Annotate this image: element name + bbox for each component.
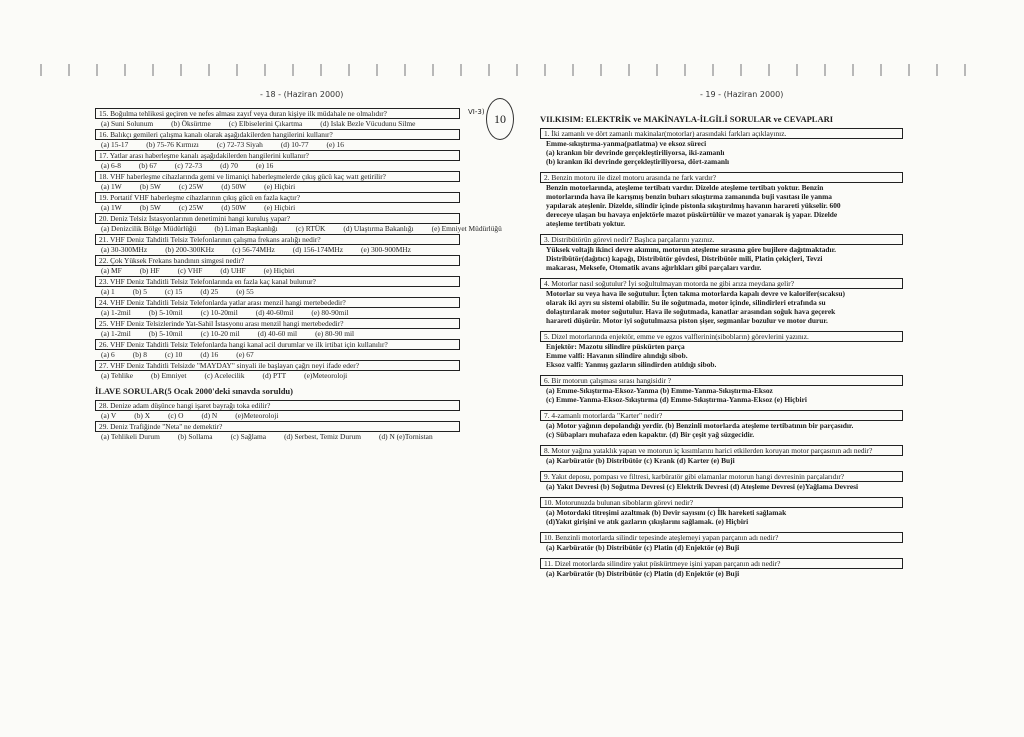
question-block	[540, 410, 915, 439]
binding-hole	[236, 64, 238, 76]
binding-hole	[964, 64, 966, 76]
binding-hole	[292, 64, 294, 76]
question-block	[95, 192, 460, 212]
answer-line: (a) Emme-Sıkıştırma-Eksoz-Yanma (b) Emme-Yanma-Sıkıştırma-Eksoz	[546, 386, 773, 395]
question-block	[95, 421, 460, 441]
answer-option: (d) 40-60mil	[255, 308, 294, 317]
answer-option: (d) 70	[220, 161, 238, 170]
answer-option: (e) 80-90mil	[311, 308, 349, 317]
answer-option: (d) PTT	[262, 371, 287, 380]
binding-hole	[68, 64, 70, 76]
answer-option: (d) 156-174MHz	[292, 245, 344, 254]
answer-option: (d) Islak Bezle Vücudunu Silme	[320, 119, 416, 128]
question-block	[95, 318, 460, 338]
answer-option: (e) 67	[236, 350, 254, 359]
answer-option: (d) 25	[200, 287, 219, 296]
question-text: 3. Distribütörün görevi nedir? Başlıca parçalarını yazınız.	[540, 234, 903, 245]
answer-options	[95, 245, 460, 254]
question-block	[540, 471, 915, 491]
answer-option: (c) 15	[164, 287, 183, 296]
answer-option: (e)Meteoroloji	[304, 371, 348, 380]
answer-option: (c) 25W	[178, 182, 204, 191]
question-block	[95, 129, 460, 149]
question-block	[95, 360, 460, 380]
question-text: 18. VHF haberleşme cihazlarında gemi ve limaniçi haberleşmelerde çıkış gücü kaç watt getirilir?	[95, 171, 460, 182]
margin-note: VI-3)	[468, 108, 485, 116]
question-text: 2. Benzin motoru ile dizel motoru arasında ne fark vardır?	[540, 172, 903, 183]
answer-option: (e) 55	[236, 287, 254, 296]
question-text: 26. VHF Deniz Tahditli Telsiz Telefonlarda hangi kanal acil durumlar ve ilk irtibat için kullanılır?	[95, 339, 460, 350]
answer-option: (a) Tehlike	[101, 371, 133, 380]
answer-option: (a) V	[101, 411, 117, 420]
question-block	[540, 445, 915, 465]
binding-hole	[320, 64, 322, 76]
question-block	[540, 331, 915, 369]
answer-option: (e) 80-90 mil	[315, 329, 355, 338]
answer-option: (c) VHF	[177, 266, 203, 275]
question-block	[540, 375, 915, 404]
binding-holes	[0, 64, 1024, 76]
answer-option: (c) Sağlama	[230, 432, 267, 441]
answer-line: dolaştırılarak motor soğutulur. Hava ile soğutmada, kanatlar arasından soğuk hava geçerek	[546, 307, 836, 316]
question-text: 6. Bir motorun çalışması sırası hangisidir ?	[540, 375, 903, 386]
answer-line: (a) Motor yağının depolandığı yerdir. (b) Benzinli motorlarda ateşleme tertibatının bir parçasıdır.	[546, 421, 854, 430]
answer-option: (c) 25W	[178, 203, 204, 212]
question-block	[95, 276, 460, 296]
answer-option: (c) Acelecilik	[204, 371, 245, 380]
answer-options	[95, 308, 460, 317]
question-text: 20. Deniz Telsiz İstasyonlarının denetimini hangi kuruluş yapar?	[95, 213, 460, 224]
binding-hole	[572, 64, 574, 76]
answer-options	[95, 161, 460, 170]
answer-option: (c) Elbiselerini Çıkartma	[228, 119, 303, 128]
question-block	[95, 255, 460, 275]
answer-options	[95, 350, 460, 359]
binding-hole	[152, 64, 154, 76]
question-text: 10. Motorunuzda bulunan sibobların görevi nedir?	[540, 497, 903, 508]
binding-hole	[96, 64, 98, 76]
answer-option: (b) 8	[132, 350, 147, 359]
question-block	[540, 497, 915, 526]
answer-option: (b) X	[134, 411, 151, 420]
binding-hole	[180, 64, 182, 76]
binding-hole	[796, 64, 798, 76]
answer-line: harareti düşürür. Motor iyi soğutulmazsa piston şişer, segmanlar bozulur ve motor durur.	[546, 316, 828, 325]
binding-hole	[404, 64, 406, 76]
question-block	[540, 234, 915, 272]
question-block	[95, 400, 460, 420]
question-block	[540, 128, 915, 166]
question-text: 5. Dizel motorlarında enjektör, emme ve egzos valflerinin(sibobların) görevlerini yazınız.	[540, 331, 903, 342]
answer-option: (a) MF	[101, 266, 122, 275]
answer-line: (a) Karbüratör (b) Distribütör (c) Platin (d) Enjektör (e) Buji	[546, 543, 740, 552]
question-text: 1. İki zamanlı ve dört zamanlı makinalar(motorlar) arasındaki farkları açıklayınız.	[540, 128, 903, 139]
binding-hole	[40, 64, 42, 76]
question-block	[540, 278, 915, 325]
question-text: 17. Yatlar arası haberleşme kanalı aşağıdakilerden hangilerini kullanır?	[95, 150, 460, 161]
answer-option: (a) 1-2mil	[101, 308, 131, 317]
question-block	[95, 339, 460, 359]
binding-hole	[740, 64, 742, 76]
answer-option: (d) N (e)Tornistan	[379, 432, 433, 441]
binding-hole	[348, 64, 350, 76]
answer-option: (e) 16	[255, 161, 274, 170]
answer-option: (b) Liman Başkanlığı	[214, 224, 278, 233]
answer-options	[95, 266, 460, 275]
question-block	[540, 558, 915, 578]
binding-hole	[936, 64, 938, 76]
question-text: 21. VHF Deniz Tahditli Telsiz Telefonlarının çalışma frekans aralığı nedir?	[95, 234, 460, 245]
question-text: 4. Motorlar nasıl soğutulur? İyi soğultulmayan motorda ne gibi arıza meydana gelir?	[540, 278, 903, 289]
question-text: 28. Denize adam düşünce hangi işaret bayrağı toka edilir?	[95, 400, 460, 411]
answer-option: (c) RTÜK	[295, 224, 326, 233]
answer-option: (c) 10-20mil	[200, 308, 238, 317]
binding-hole	[656, 64, 658, 76]
answer-option: (d) 50W	[221, 203, 247, 212]
answer-option: (b) 5	[132, 287, 147, 296]
answer-option: (a) 1-2mil	[101, 329, 131, 338]
answer-options	[95, 182, 460, 191]
answer-option: (e) Hiçbiri	[263, 266, 295, 275]
question-block	[540, 532, 915, 552]
question-text: 29. Deniz Trafiğinde "Neta" ne demektir?	[95, 421, 460, 432]
answer-option: (a) 30-300MHz	[101, 245, 148, 254]
question-block	[95, 213, 502, 233]
answer-option: (c) O	[168, 411, 184, 420]
answer-option: (b) Sollama	[177, 432, 213, 441]
answer-option: (d) 10-77	[280, 140, 309, 149]
answer-option: (d) Serbest, Temiz Durum	[284, 432, 361, 441]
answer-option: (c) 72-73 Siyah	[216, 140, 263, 149]
answer-line: (b) krankın iki devrinde gerçekleştiriliyorsa, dört-zamanlı	[546, 157, 730, 166]
binding-hole	[208, 64, 210, 76]
question-block	[95, 171, 460, 191]
answer-line: Motorlar su veya hava ile soğutulur. İçten takma motorlarda kapalı devre ve kalorifer(sıcaksu)	[546, 289, 845, 298]
binding-hole	[544, 64, 546, 76]
binding-hole	[768, 64, 770, 76]
answer-option: (a) 15-17	[101, 140, 129, 149]
binding-hole	[852, 64, 854, 76]
answer-option: (e) 16	[326, 140, 344, 149]
binding-hole	[264, 64, 266, 76]
question-text: 24. VHF Deniz Tahditli Telsiz Telefonlarda yatlar arası menzil hangi mertebededir?	[95, 297, 460, 308]
binding-hole	[460, 64, 462, 76]
answer-line: Eksoz valfi: Yanmış gazların silindirden atıldığı sibob.	[546, 360, 717, 369]
answer-options	[95, 224, 502, 233]
answer-options	[95, 287, 460, 296]
answer-line: ateşleme tertibatı yoktur.	[546, 219, 626, 228]
question-text: 25. VHF Deniz Telsizlerinde Yat-Sahil İstasyonu arası menzil hangi mertebededir?	[95, 318, 460, 329]
answer-option: (b) 5W	[139, 182, 161, 191]
right-column	[540, 108, 915, 584]
answer-option: (d) 16	[200, 350, 219, 359]
answer-line: makarası, Meksefe, Otomatik avans ağırlıkları gibi parçaları vardır.	[546, 263, 762, 272]
binding-hole	[908, 64, 910, 76]
question-block	[540, 172, 915, 228]
binding-hole	[376, 64, 378, 76]
binding-hole	[516, 64, 518, 76]
binding-hole	[600, 64, 602, 76]
answer-option: (c) 72-73	[174, 161, 203, 170]
circled-page-mark: 10	[486, 98, 514, 140]
answer-option: (a) 1W	[101, 182, 122, 191]
answer-option: (e) Emniyet Müdürlüğü	[431, 224, 502, 233]
answer-option: (a) Denizcilik Bölge Müdürlüğü	[101, 224, 197, 233]
answer-option: (a) 1W	[101, 203, 122, 212]
answer-option: (c) 10-20 mil	[200, 329, 240, 338]
binding-hole	[712, 64, 714, 76]
answer-line: (a) Motordaki titreşimi azaltmak (b) Devir sayısını (c) İlk hareketi sağlamak	[546, 508, 787, 517]
answer-option: (e) 300-900MHz	[361, 245, 411, 254]
answer-option: (c) 56-74MHz	[232, 245, 275, 254]
answer-option: (d) 50W	[221, 182, 247, 191]
answer-option: (b) 75-76 Kırmızı	[146, 140, 199, 149]
question-text: 22. Çok Yüksek Frekans bandının simgesi nedir?	[95, 255, 460, 266]
answer-line: (c) Sübapları muhafaza eden kapaktır. (d) Bir çeşit yağ süzgecidir.	[546, 430, 755, 439]
answer-option: (d) Ulaştırma Bakanlığı	[343, 224, 414, 233]
answer-option: (b) 5-10mil	[148, 308, 183, 317]
answer-option: (e)Meteoroloji	[235, 411, 279, 420]
binding-hole	[488, 64, 490, 76]
binding-hole	[432, 64, 434, 76]
answer-options	[95, 411, 460, 420]
answer-line: Enjektör: Mazotu silindire püskürten parça	[546, 342, 685, 351]
answer-line: yapılarak ateşlenir. Dizelde, silindir içinde pistonla sıkıştırılmış havanın harareti yükselir. 600	[546, 201, 841, 210]
answer-line: Yüksek voltajlı ikinci devre akımını, motorun ateşleme sırasına göre bujilere dağıtmaktadır.	[546, 245, 837, 254]
question-block	[95, 108, 460, 128]
answer-line: olarak iki ayrı su sistemi olabilir. Su ile soğutmada, motor içinde, silindirleri etrafında su	[546, 298, 826, 307]
answer-option: (e) Hiçbiri	[264, 182, 296, 191]
left-page-number: - 18 - (Haziran 2000)	[260, 90, 344, 99]
answer-option: (a) Tehlikeli Durum	[101, 432, 160, 441]
question-block	[95, 297, 460, 317]
section-title: VII.KISIM: ELEKTRİK ve MAKİNAYLA-İLGİLİ SORULAR ve CEVAPLARI	[540, 114, 834, 124]
answer-options	[95, 119, 460, 128]
binding-hole	[824, 64, 826, 76]
answer-option: (b) Öksürtme	[171, 119, 211, 128]
extra-questions-title: İLAVE SORULAR(5 Ocak 2000'deki sınavda soruldu)	[95, 386, 293, 396]
answer-option: (c) 10	[164, 350, 183, 359]
answer-option: (b) 5W	[139, 203, 161, 212]
answer-option: (d) UHF	[220, 266, 246, 275]
question-text: 19. Portatif VHF haberleşme cihazlarının çıkış gücü en fazla kaçtır?	[95, 192, 460, 203]
question-block	[95, 150, 460, 170]
answer-option: (a) 1	[101, 287, 115, 296]
answer-line: Emme-sıkıştırma-yanma(patlatma) ve eksoz süreci	[546, 139, 707, 148]
question-block	[95, 234, 460, 254]
question-text: 10. Benzinli motorlarda silindir tepesinde ateşlemeyi yapan parçanın adı nedir?	[540, 532, 903, 543]
answer-option: (b) 67	[138, 161, 157, 170]
answer-option: (b) Emniyet	[150, 371, 187, 380]
answer-option: (b) 200-300KHz	[165, 245, 215, 254]
answer-line: (a) krankın bir devrinde gerçekleştiriliyorsa, iki-zamanlı	[546, 148, 725, 157]
binding-hole	[684, 64, 686, 76]
question-text: 9. Yakıt deposu, pompası ve filtresi, karbüratör gibi elamanlar motorun hangi devresinin parçalarıdır?	[540, 471, 903, 482]
answer-line: motorlarında hava ile karışmış benzin buharı sıkıştırma zamanında buji vasıtası ile yanma	[546, 192, 833, 201]
question-text: 16. Balıkçı gemileri çalışma kanalı olarak aşağıdakilerden hangilerini kullanır?	[95, 129, 460, 140]
answer-options	[95, 432, 460, 441]
answer-line: Benzin motorlarında, ateşleme tertibatı vardır. Dizelde ateşleme tertibatı yoktur. Benzin	[546, 183, 824, 192]
answer-line: (a) Karbüratör (b) Distribütör (c) Krank (d) Karter (e) Buji	[546, 456, 735, 465]
answer-line: (d)Yakıt girişini ve atık gazların çıkışlarını sağlamak. (e) Hiçbiri	[546, 517, 749, 526]
answer-options	[95, 140, 460, 149]
question-text: 7. 4-zamanlı motorlarda "Karter" nedir?	[540, 410, 903, 421]
answer-option: (b) 5-10mil	[148, 329, 183, 338]
right-page-number: - 19 - (Haziran 2000)	[700, 90, 784, 99]
answer-line: Emme valfi: Havanın silindire alındığı sibob.	[546, 351, 688, 360]
answer-option: (e) Hiçbiri	[264, 203, 296, 212]
answer-line: (a) Yakıt Devresi (b) Soğutma Devresi (c) Elektrik Devresi (d) Ateşleme Devresi (e)Yağlama Devresi	[546, 482, 859, 491]
answer-option: (d) 40-60 mil	[257, 329, 298, 338]
answer-line: Distribütör(dağıtıcı) kapağı, Distribütör gövdesi, Distribütör mili, Platin çekiçleri, Tevzi	[546, 254, 823, 263]
answer-options	[95, 203, 460, 212]
answer-options	[95, 329, 460, 338]
answer-option: (a) Suni Solunum	[101, 119, 154, 128]
question-text: 15. Boğulma tehlikesi geçiren ve nefes alması zayıf veya duran kişiye ilk müdahale ne olmalıdır?	[95, 108, 460, 119]
answer-line: (a) Karbüratör (b) Distribütör (c) Platin (d) Enjektör (e) Buji	[546, 569, 740, 578]
answer-option: (a) 6	[101, 350, 115, 359]
answer-line: dereceye ulaşan bu havaya enjektörle mazot püskürtülür ve mazot yanarak iş yapar. Dizelde	[546, 210, 838, 219]
answer-options	[95, 371, 460, 380]
question-text: 8. Motor yağına yataklık yapan ve motorun iç kısımlarını harici etkilerden koruyan motor parçasının adı nedir?	[540, 445, 903, 456]
answer-option: (d) N	[201, 411, 218, 420]
answer-option: (b) HF	[139, 266, 160, 275]
question-text: 23. VHF Deniz Tahditli Telsiz Telefonlarında en fazla kaç kanal bulunur?	[95, 276, 460, 287]
question-text: 27. VHF Deniz Tahditli Telsizde "MAYDAY" sinyali ile başlayan çağrı neyi ifade eder?	[95, 360, 460, 371]
binding-hole	[880, 64, 882, 76]
question-text: 11. Dizel motorlarda silindire yakıt püskürtmeye işini yapan parçanın adı nedir?	[540, 558, 903, 569]
answer-option: (a) 6-8	[101, 161, 121, 170]
answer-line: (c) Emme-Yanma-Eksoz-Sıkıştırma (d) Emme-Sıkıştırma-Yanma-Eksoz (e) Hiçbiri	[546, 395, 807, 404]
binding-hole	[628, 64, 630, 76]
binding-hole	[124, 64, 126, 76]
